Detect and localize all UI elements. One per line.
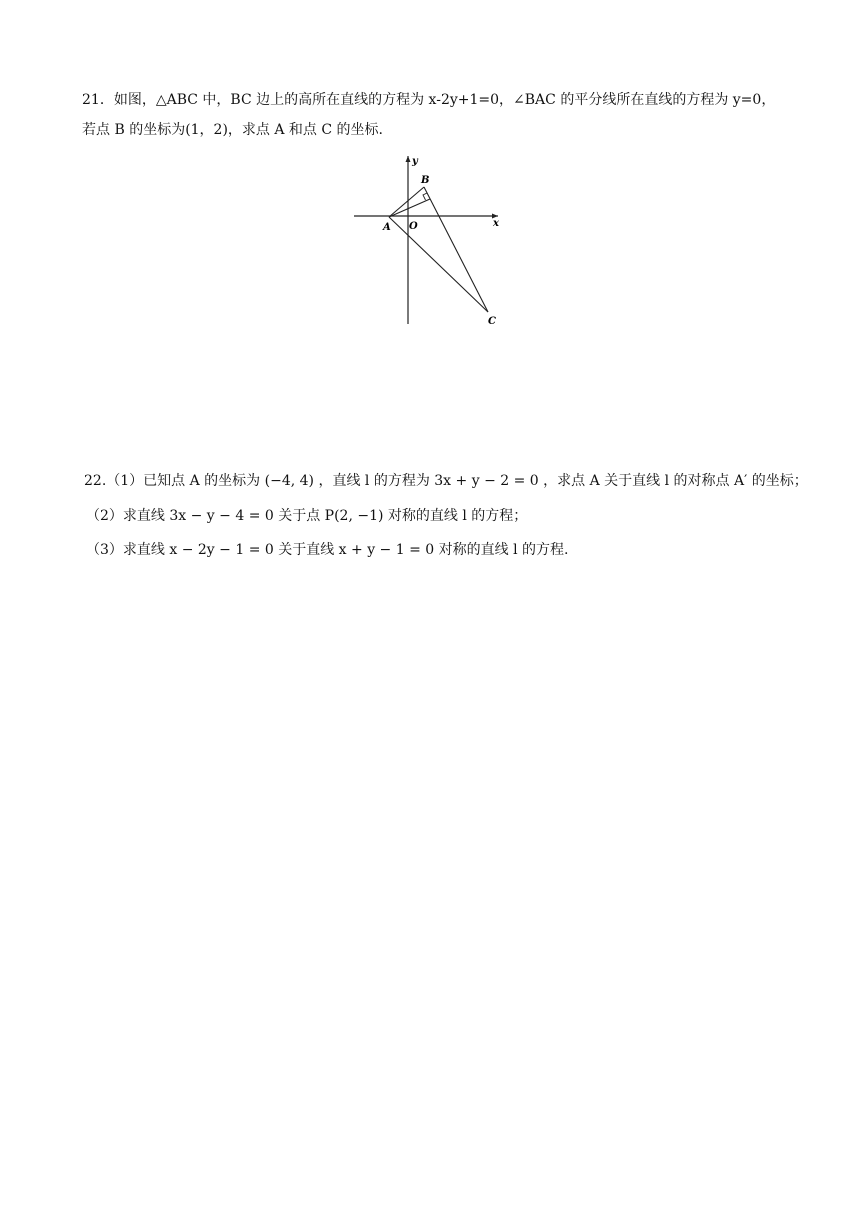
label-y: y [412,156,418,167]
right-angle-mark [423,193,427,200]
q22-part3: （3）求直线 x − 2y − 1 = 0 关于直线 x + y − 1 = 0 对称的直线 l 的方程. [86,542,569,558]
label-A: A [383,222,391,233]
label-x: x [493,218,499,229]
segment-AC [389,217,488,312]
q22-part1: 22.（1）已知点 A 的坐标为 (−4, 4) ，直线 l 的方程为 3x + y − 2 = 0 ，求点 A 关于直线 l 的对称点 A′ 的坐标； [84,473,808,489]
y-axis-arrow [406,156,411,162]
q22-part2: （2）求直线 3x − y − 4 = 0 关于点 P(2, −1) 对称的直线 l 的方程； [86,508,528,524]
segment-AB [389,187,424,217]
q21-figure [350,152,510,332]
q21-line2: 若点 B 的坐标为(1，2)，求点 A 和点 C 的坐标. [82,122,383,138]
altitude-line [389,199,430,217]
q21-line1: 21．如图，△ABC 中，BC 边上的高所在直线的方程为 x-2y+1=0，∠BAC 的平分线所在直线的方程为 y=0， [82,92,776,108]
segment-BC [424,187,488,312]
label-C: C [488,316,496,327]
label-B: B [421,175,430,186]
label-O: O [409,221,418,232]
